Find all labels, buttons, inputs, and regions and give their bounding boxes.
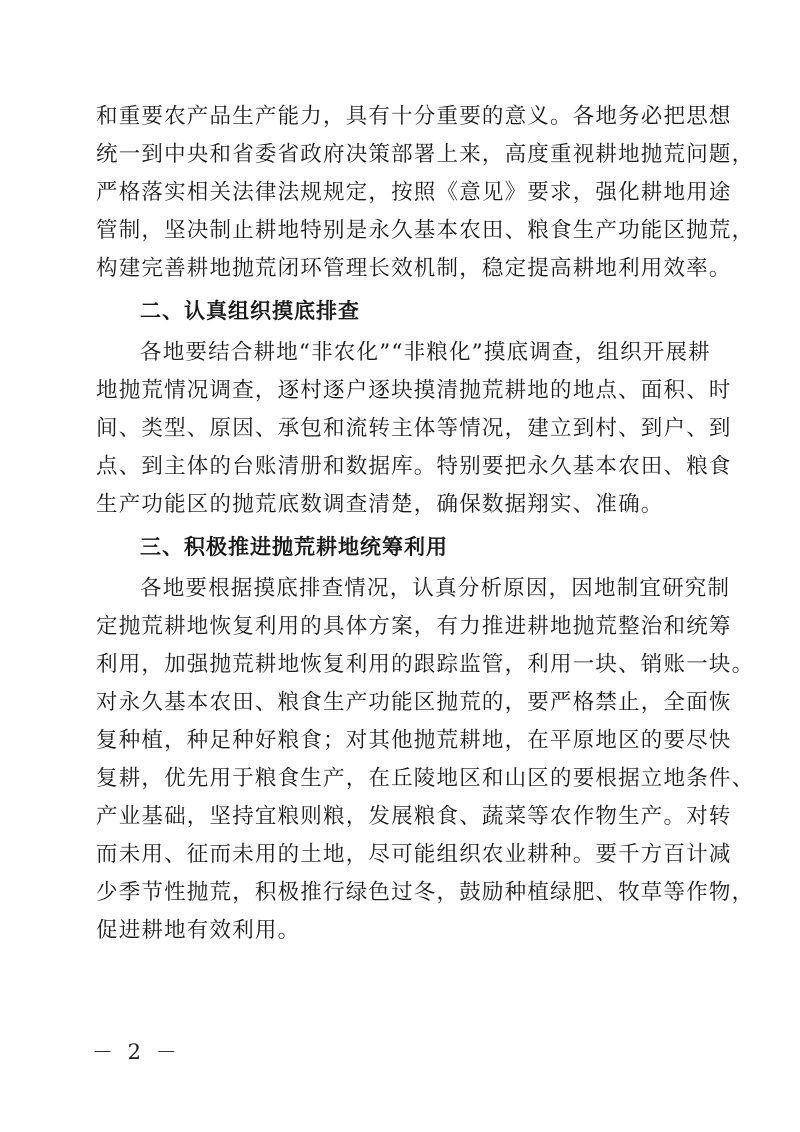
paragraph-line: 复种植，种足种好粮食；对其他抛荒耕地，在平原地区的要尽快 [96,728,732,753]
paragraph-line: 间、类型、原因、承包和流转主体等情况，建立到村、到户、到 [96,416,732,441]
paragraph-line: 少季节性抛荒，积极推行绿色过冬，鼓励种植绿肥、牧草等作物， [96,880,755,905]
paragraph-line: 管制，坚决制止耕地特别是永久基本农田、粮食生产功能区抛荒， [96,218,755,243]
section-heading-investigation: 二、认真组织摸底排查 [140,299,360,323]
paragraph-line: 产业基础，坚持宜粮则粮，发展粮食、蔬菜等农作物生产。对转 [96,804,732,829]
paragraph-line: 各地要结合耕地“非农化”“非粮化”摸底调查，组织开展耕 [140,340,711,365]
paragraph-line: 复耕，优先用于粮食生产，在丘陵地区和山区的要根据立地条件、 [96,766,755,791]
paragraph-line: 地抛荒情况调查，逐村逐户逐块摸清抛荒耕地的地点、面积、时 [96,378,732,403]
paragraph-line: 生产功能区的抛荒底数调查清楚，确保数据翔实、准确。 [96,492,664,517]
paragraph-line: 构建完善耕地抛荒闭环管理长效机制，稳定提高耕地利用效率。 [96,256,732,281]
section-heading-utilization: 三、积极推进抛荒耕地统筹利用 [140,535,448,559]
document-body [96,98,755,950]
paragraph-line: 定抛荒耕地恢复利用的具体方案，有力推进耕地抛荒整治和统筹 [96,614,732,639]
paragraph-line: 对永久基本农田、粮食生产功能区抛荒的，要严格禁止，全面恢 [96,690,732,715]
paragraph-line: 和重要农产品生产能力，具有十分重要的意义。各地务必把思想 [96,104,732,129]
paragraph-line: 而未用、征而未用的土地，尽可能组织农业耕种。要千方百计减 [96,842,732,867]
paragraph-line: 各地要根据摸底排查情况，认真分析原因，因地制宜研究制 [140,576,731,601]
intro-paragraph [96,98,755,288]
paragraph-line: 严格落实相关法律法规规定，按照《意见》要求，强化耕地用途 [96,180,732,205]
utilization-paragraph [96,570,755,950]
paragraph-line: 点、到主体的台账清册和数据库。特别要把永久基本农田、粮食 [96,454,732,479]
investigation-paragraph [96,334,732,524]
paragraph-line: 利用，加强抛荒耕地恢复利用的跟踪监管，利用一块、销账一块。 [96,652,755,677]
paragraph-line: 促进耕地有效利用。 [96,918,301,943]
paragraph-line: 统一到中央和省委省政府决策部署上来，高度重视耕地抛荒问题， [96,142,755,167]
page-number: － 2 － [92,1040,181,1064]
